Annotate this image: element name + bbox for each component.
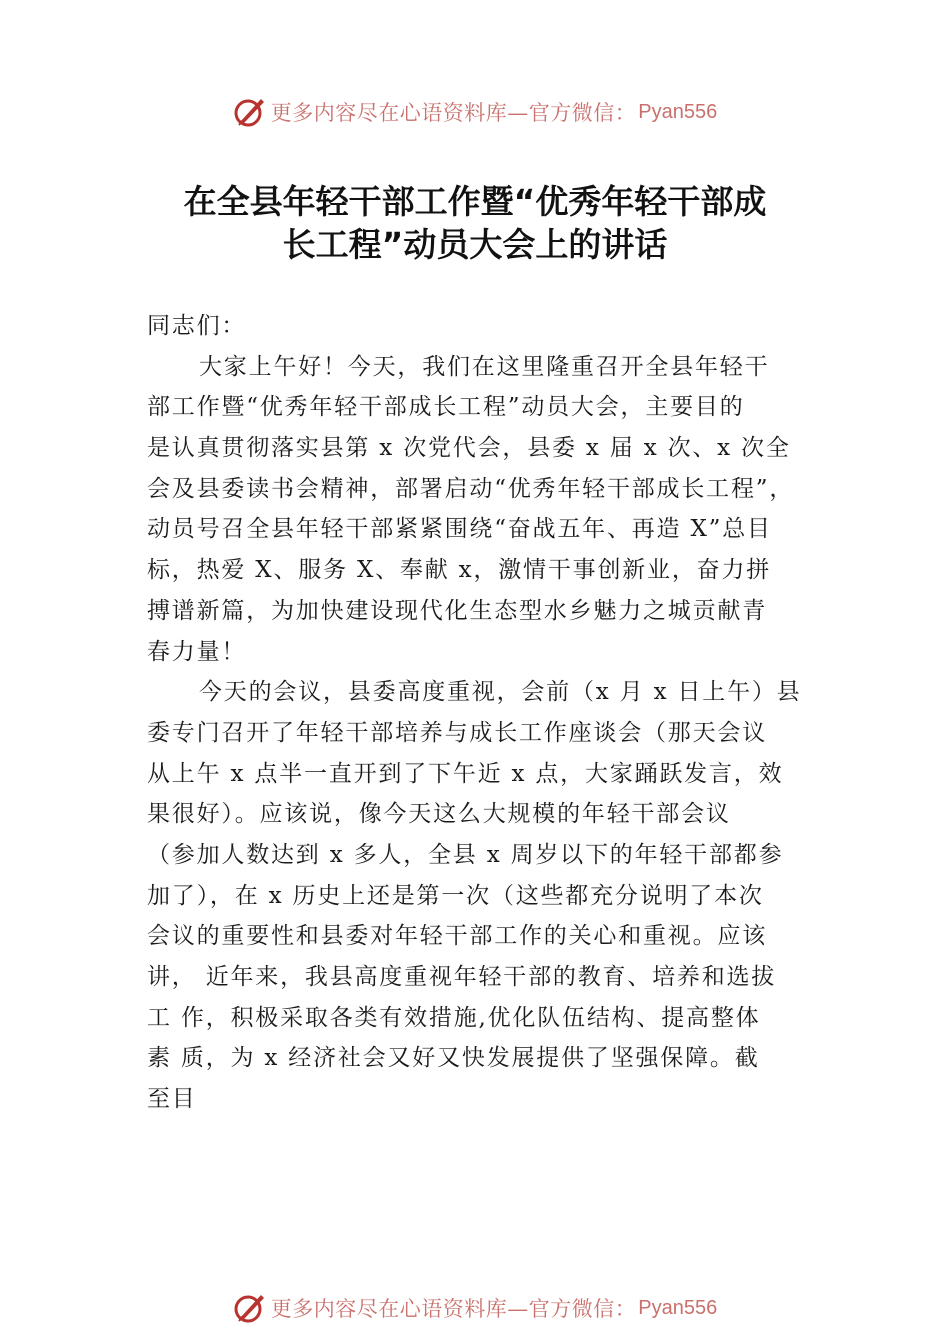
quill-logo-icon [233,95,267,129]
body-line: 标，热爱 X、服务 X、奉献 x，激情干事创新业，奋力拼 [147,557,772,584]
body-line: 果很好）。应该说，像今天这么大规模的年轻干部会议 [147,801,731,828]
wechat-id: Pyan556 [638,1296,718,1319]
body-line: 加了），在 x 历史上还是第一次（这些都充分说明了本次 [147,882,764,909]
wechat-id: Pyan556 [638,100,718,123]
body-line: 是认真贯彻落实县第 x 次党代会，县委 x 届 x 次、x 次全 [147,435,791,462]
body-line: （参加人数达到 x 多人，全县 x 周岁以下的年轻干部都参 [147,841,784,868]
body-line: 会及县委读书会精神，部署启动“优秀年轻干部成长工程”， [147,475,795,502]
body-line: 会议的重要性和县委对年轻干部工作的关心和重视。应该 [147,923,767,950]
body-line: 搏谱新篇，为加快建设现代化生态型水乡魅力之城贡献青 [147,597,767,624]
title-line-1: 在全县年轻干部工作暨“优秀年轻干部成 [183,182,767,221]
banner-text: 更多内容尽在心语资料库—官方微信： [270,1297,637,1321]
body-line: 至目 [147,1086,197,1113]
body-line: 素 质，为 x 经济社会又好又快发展提供了坚强保障。截 [147,1045,760,1072]
banner-text: 更多内容尽在心语资料库—官方微信： [270,101,637,125]
body-line: 春力量！ [147,638,247,665]
salutation: 同志们： [147,313,247,339]
body-line: 从上午 x 点半一直开到了下午近 x 点，大家踊跃发言，效 [147,760,784,787]
body-line: 委专门召开了年轻干部培养与成长工作座谈会（那天会议 [147,719,767,746]
body-line: 讲， 近年来，我县高度重视年轻干部的教育、培养和选拔 [147,964,777,990]
body-line: 部工作暨“优秀年轻干部成长工程”动员大会，主要目的 [147,394,745,421]
footer-banner [0,1288,950,1328]
body-line: 工 作，积极采取各类有效措施,优化队伍结构、提高整体 [147,1004,761,1031]
body-line: 动员号召全县年轻干部紧紧围绕“奋战五年、再造 X”总目 [147,516,772,543]
body-line: 今天的会议，县委高度重视，会前（x 月 x 日上午）县 [199,679,802,706]
document-body [147,306,817,1120]
title-line-2: 长工程”动员大会上的讲话 [282,225,668,264]
quill-logo-icon [233,1291,267,1325]
header-banner [0,92,950,132]
body-line: 大家上午好！今天，我们在这里隆重召开全县年轻干 [199,353,770,380]
page-title [120,180,830,266]
